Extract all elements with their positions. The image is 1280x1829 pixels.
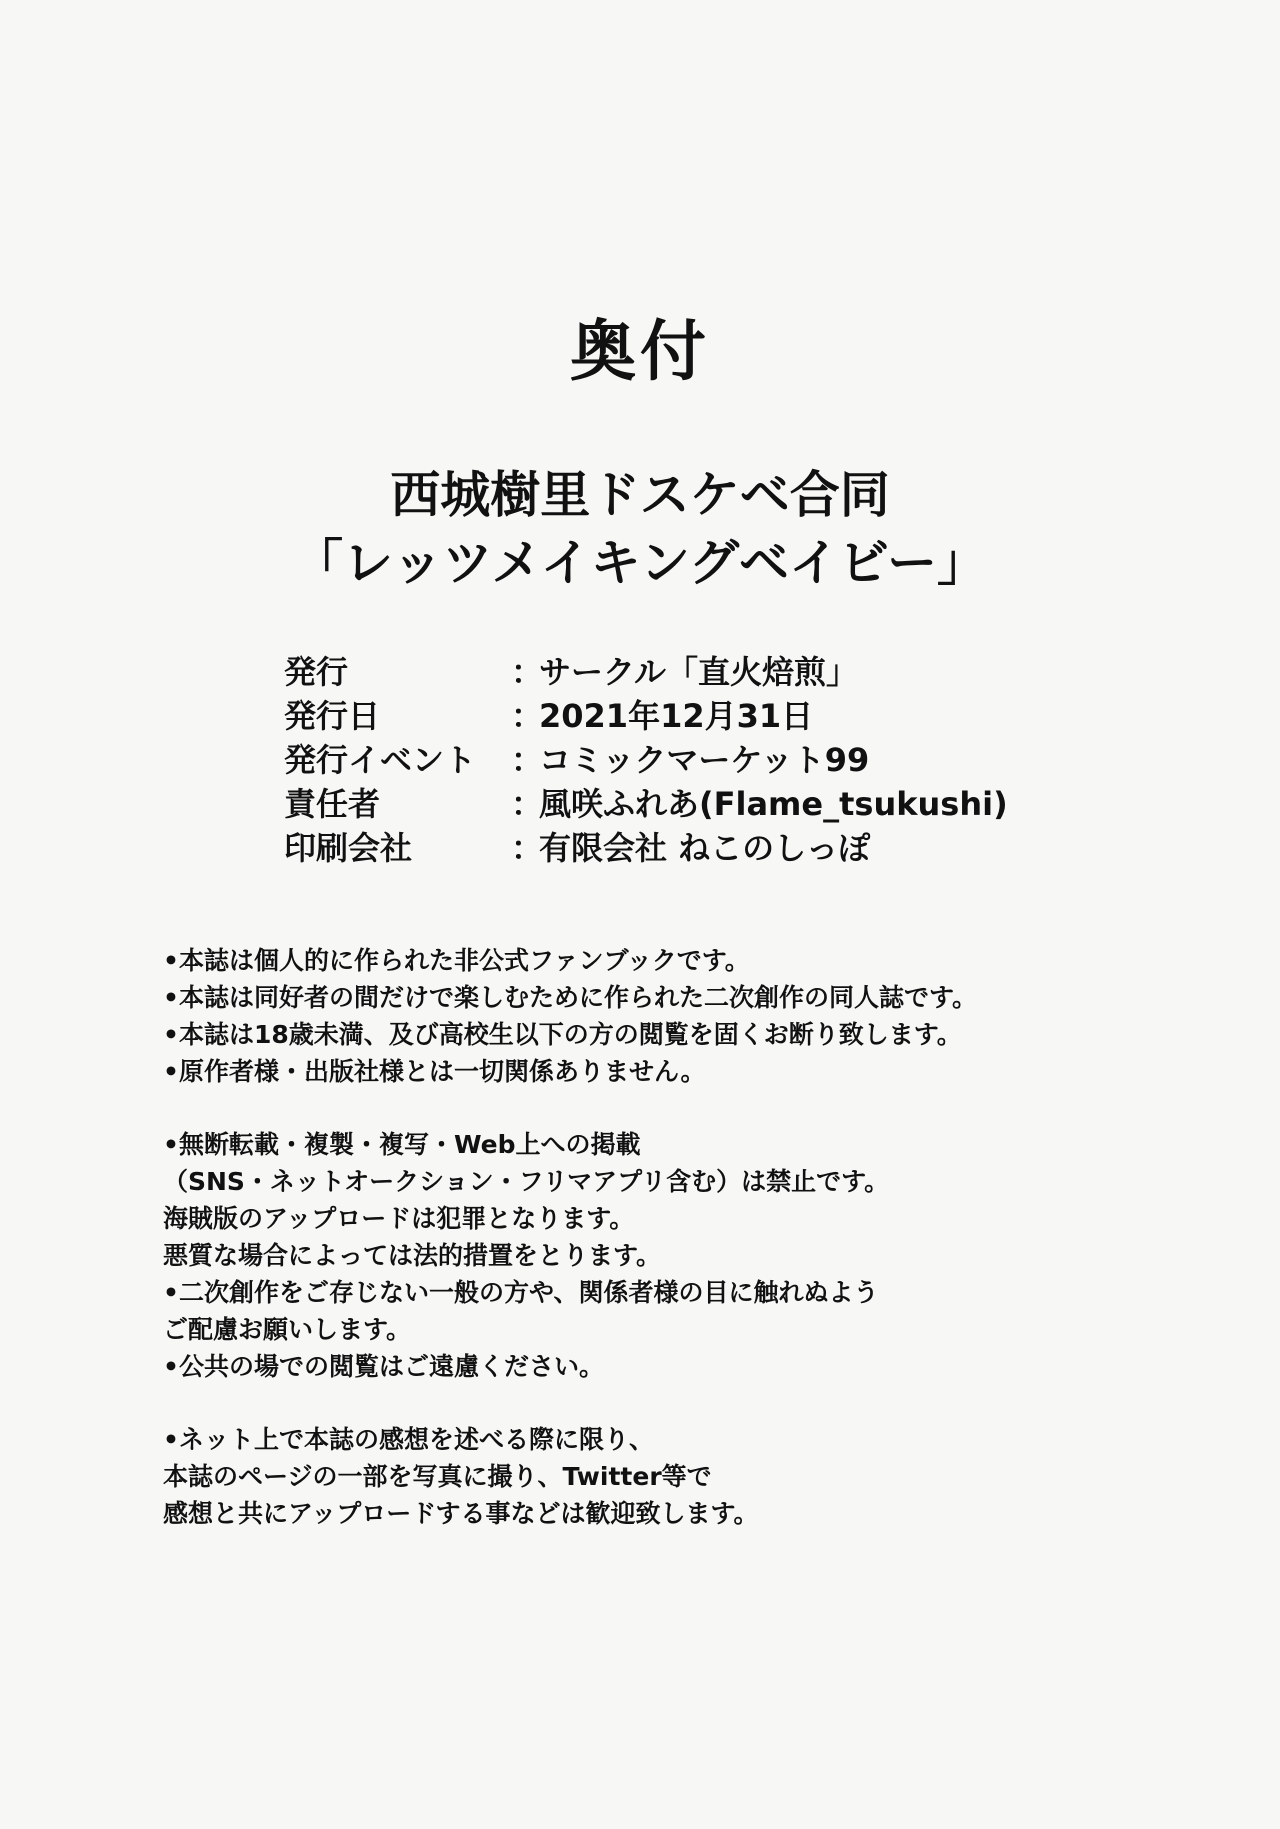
colophon-table <box>284 650 1008 870</box>
page-heading: 奥付 <box>570 313 710 390</box>
spacer <box>163 1385 977 1421</box>
notice-line: •原作者様・出版社様とは一切関係ありません。 <box>163 1057 706 1086</box>
notice-line: ご配慮お願いします。 <box>163 1315 412 1344</box>
colophon-value: 風咲ふれあ(Flame_tsukushi) <box>539 785 1008 823</box>
notices <box>163 942 977 1532</box>
colophon-label: 発行イベント <box>284 741 477 779</box>
colophon-label: 印刷会社 <box>284 829 413 867</box>
colophon-label: 発行日 <box>284 697 381 735</box>
colophon-label: 発行 <box>284 653 349 691</box>
colophon-row-date <box>284 694 1008 738</box>
colophon-separator: ： <box>511 785 544 823</box>
colophon-row-printer <box>284 826 1008 870</box>
notice-line: •無断転載・複製・複写・Web上への掲載 <box>163 1130 641 1159</box>
colophon-separator: ： <box>511 741 544 779</box>
colophon-row-publisher <box>284 650 1008 694</box>
colophon-separator: ： <box>511 829 544 867</box>
colophon-row-responsible <box>284 782 1008 826</box>
notice-line: 悪質な場合によっては法的措置をとります。 <box>163 1241 662 1270</box>
colophon-value: 有限会社 ねこのしっぽ <box>539 829 871 867</box>
colophon-value: 2021年12月31日 <box>539 697 814 735</box>
colophon-label: 責任者 <box>284 785 381 823</box>
colophon-value: コミックマーケット99 <box>539 741 870 779</box>
notice-line: 本誌のページの一部を写真に撮り、Twitter等で <box>163 1462 712 1491</box>
notice-line: •公共の場での閲覧はご遠慮ください。 <box>163 1352 604 1381</box>
notice-line: •二次創作をご存じない一般の方や、関係者様の目に触れぬよう <box>163 1278 879 1307</box>
notice-line: 感想と共にアップロードする事などは歓迎致します。 <box>163 1499 759 1528</box>
notice-line: •本誌は同好者の間だけで楽しむために作られた二次創作の同人誌です。 <box>163 983 977 1012</box>
spacer <box>163 1090 977 1126</box>
colophon-value: サークル「直火焙煎」 <box>539 653 859 691</box>
book-title-line1: 西城樹里ドスケベ合同 <box>390 466 890 524</box>
notice-line: •本誌は18歳未満、及び高校生以下の方の閲覧を固くお断り致します。 <box>163 1020 962 1049</box>
notice-line: （SNS・ネットオークション・フリマアプリ含む）は禁止です。 <box>163 1167 890 1196</box>
colophon-separator: ： <box>511 697 544 735</box>
colophon-row-event <box>284 738 1008 782</box>
colophon-separator: ： <box>511 653 544 691</box>
notice-line: •ネット上で本誌の感想を述べる際に限り、 <box>163 1425 654 1454</box>
notice-line: •本誌は個人的に作られた非公式ファンブックです。 <box>163 946 750 975</box>
notice-line: 海賊版のアップロードは犯罪となります。 <box>163 1204 635 1233</box>
book-title-line2: 「レッツメイキングベイビー」 <box>293 534 987 592</box>
